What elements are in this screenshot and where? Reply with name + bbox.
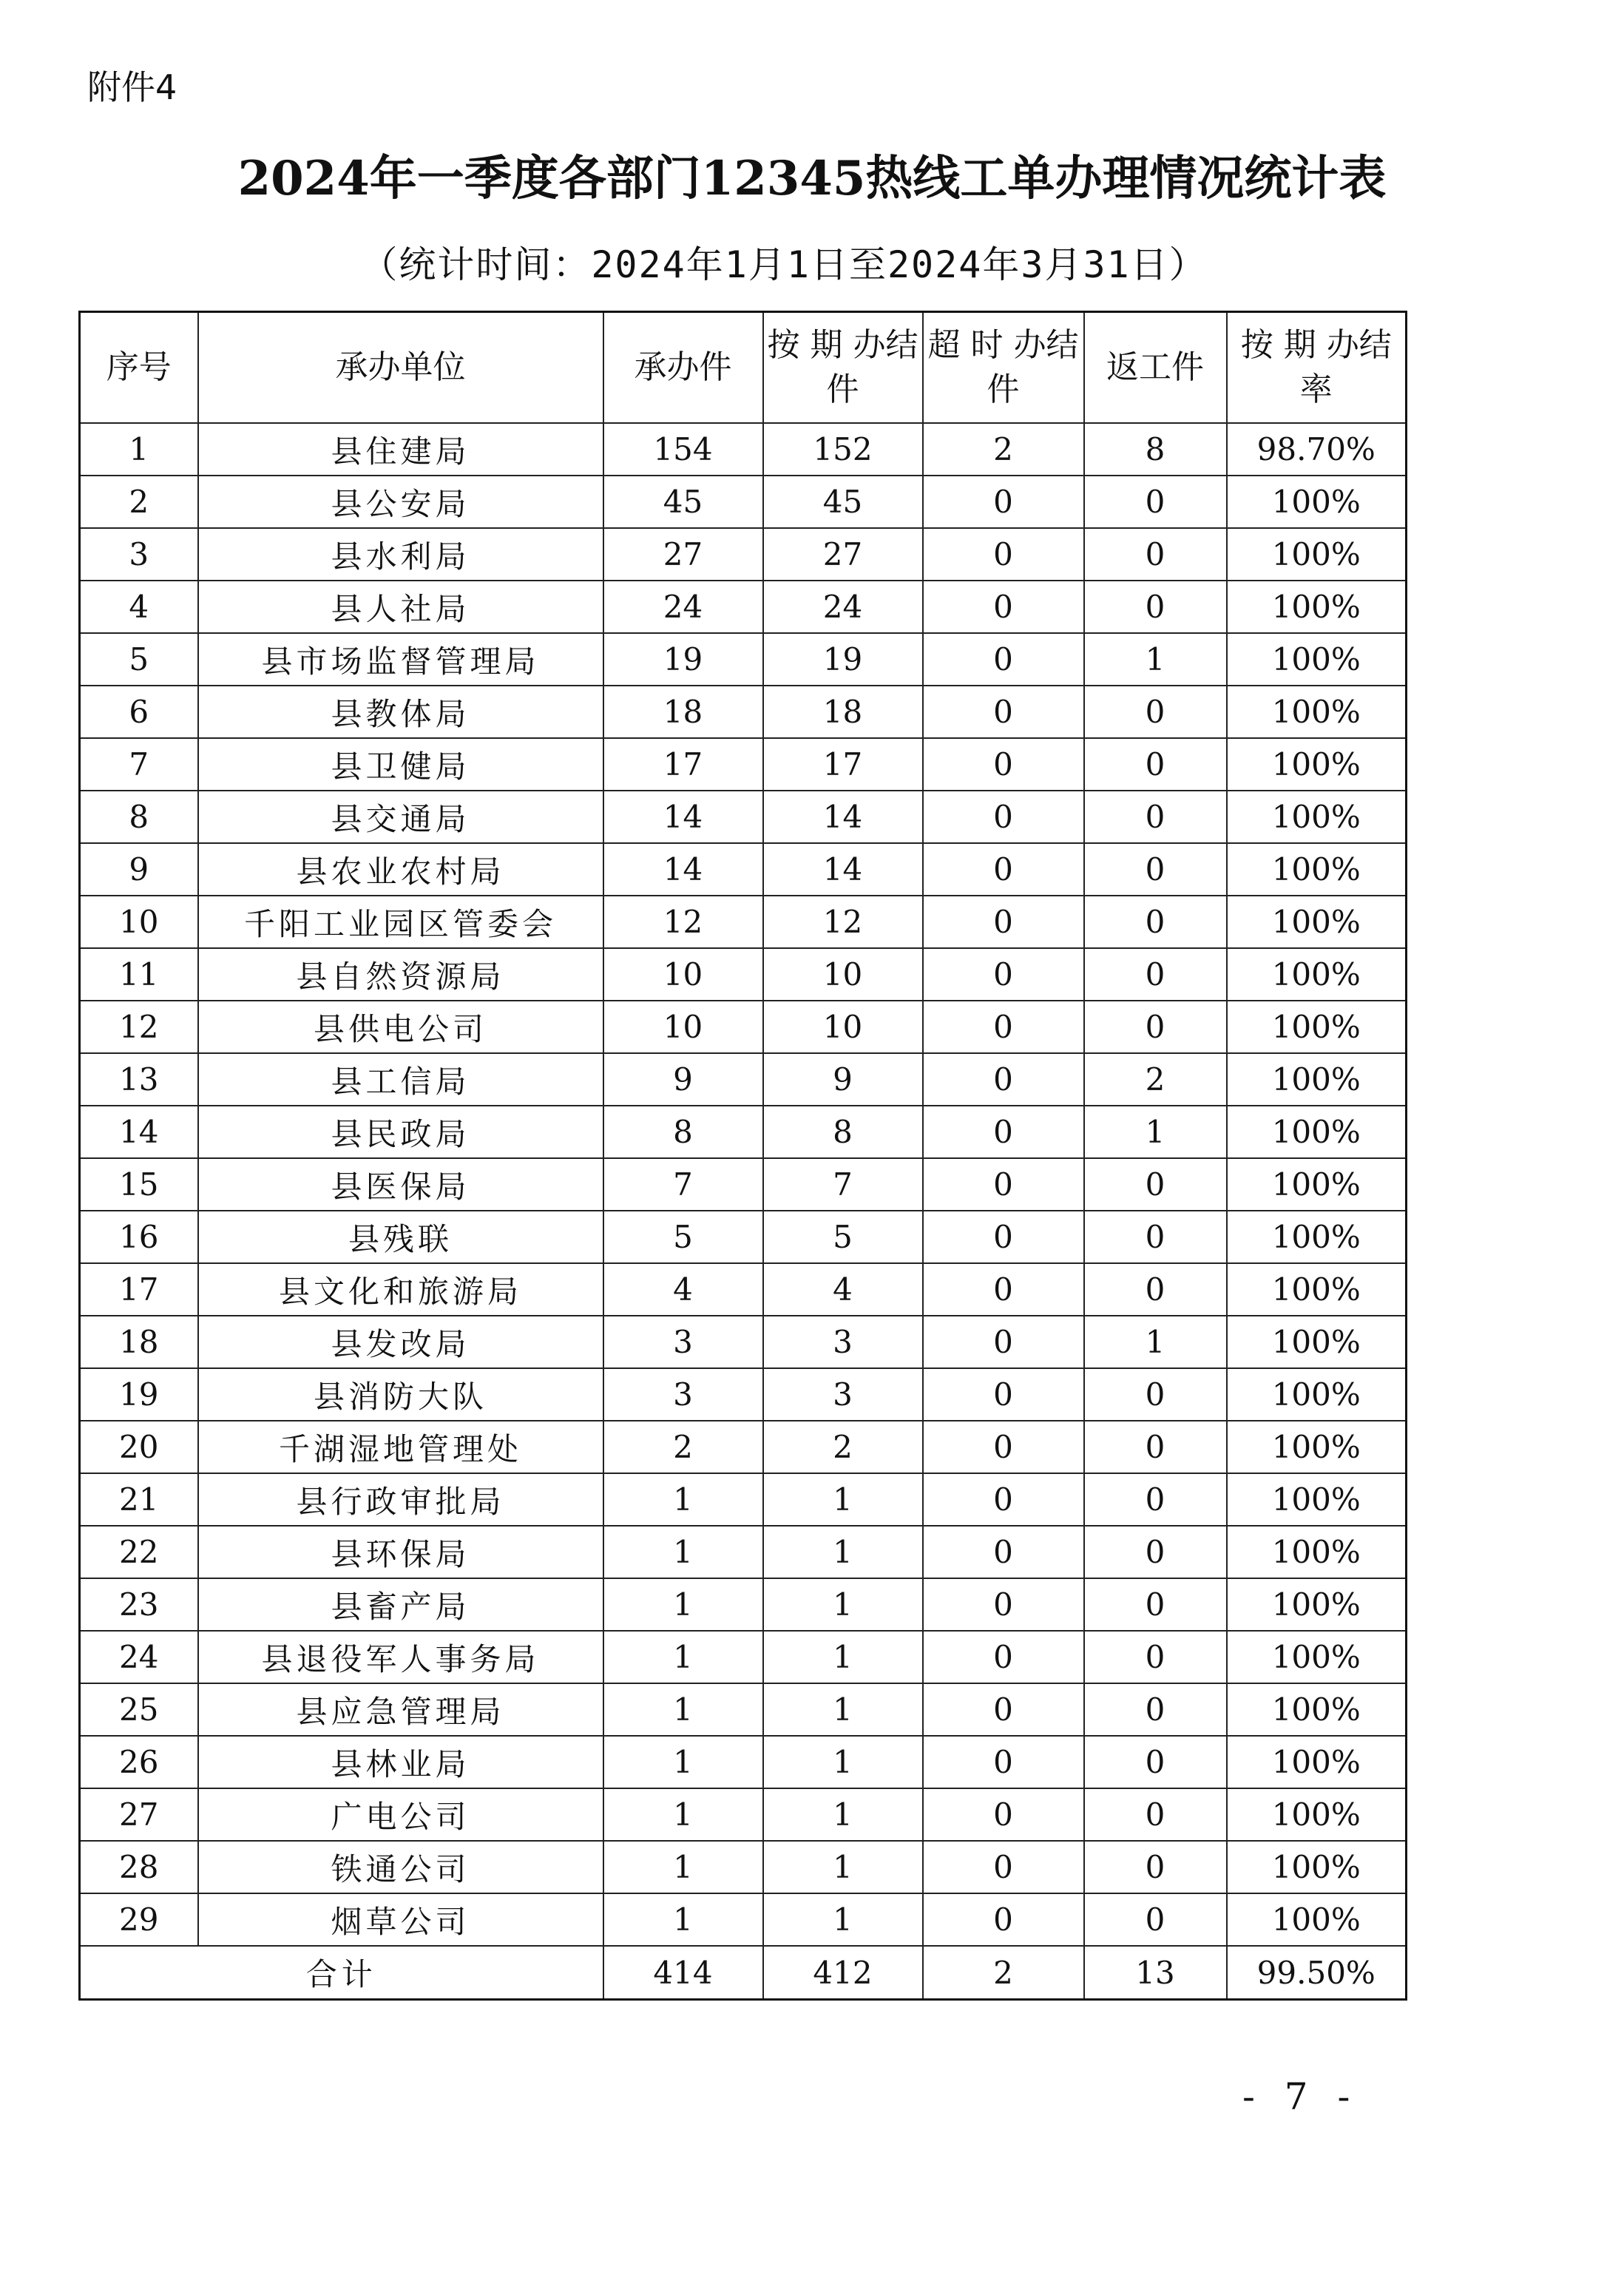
table-row bbox=[80, 1893, 1407, 1946]
row-unit: 县卫健局 bbox=[198, 738, 603, 791]
row-rework: 1 bbox=[1084, 1316, 1227, 1368]
row-assigned: 9 bbox=[603, 1053, 763, 1106]
row-unit: 县教体局 bbox=[198, 686, 603, 738]
row-index: 15 bbox=[80, 1158, 198, 1211]
table-row bbox=[80, 633, 1407, 686]
row-on-time-completed: 2 bbox=[763, 1421, 923, 1473]
row-on-time-rate: 100% bbox=[1227, 948, 1407, 1001]
row-on-time-completed: 1 bbox=[763, 1526, 923, 1578]
row-index: 3 bbox=[80, 528, 198, 581]
row-rework: 0 bbox=[1084, 1841, 1227, 1893]
row-index: 6 bbox=[80, 686, 198, 738]
row-on-time-completed: 10 bbox=[763, 1001, 923, 1053]
table-row bbox=[80, 1263, 1407, 1316]
row-assigned: 7 bbox=[603, 1158, 763, 1211]
row-overdue-completed: 0 bbox=[923, 791, 1084, 843]
row-rework: 0 bbox=[1084, 791, 1227, 843]
row-on-time-rate: 100% bbox=[1227, 1578, 1407, 1631]
row-on-time-rate: 100% bbox=[1227, 1001, 1407, 1053]
row-on-time-rate: 100% bbox=[1227, 1473, 1407, 1526]
row-rework: 0 bbox=[1084, 1631, 1227, 1683]
row-on-time-rate: 100% bbox=[1227, 1631, 1407, 1683]
row-on-time-completed: 3 bbox=[763, 1368, 923, 1421]
table-row bbox=[80, 1736, 1407, 1788]
row-index: 16 bbox=[80, 1211, 198, 1263]
row-assigned: 1 bbox=[603, 1841, 763, 1893]
row-assigned: 14 bbox=[603, 843, 763, 896]
row-rework: 0 bbox=[1084, 1211, 1227, 1263]
row-index: 18 bbox=[80, 1316, 198, 1368]
row-unit: 县农业农村局 bbox=[198, 843, 603, 896]
row-overdue-completed: 0 bbox=[923, 1683, 1084, 1736]
row-on-time-rate: 100% bbox=[1227, 791, 1407, 843]
total-row bbox=[80, 1946, 1407, 2000]
table-row bbox=[80, 1526, 1407, 1578]
row-overdue-completed: 0 bbox=[923, 1263, 1084, 1316]
row-assigned: 1 bbox=[603, 1526, 763, 1578]
total-assigned: 414 bbox=[603, 1946, 763, 2000]
row-index: 1 bbox=[80, 423, 198, 476]
row-unit: 县应急管理局 bbox=[198, 1683, 603, 1736]
table-row bbox=[80, 1578, 1407, 1631]
table-row bbox=[80, 896, 1407, 948]
row-on-time-completed: 10 bbox=[763, 948, 923, 1001]
row-on-time-rate: 100% bbox=[1227, 1316, 1407, 1368]
row-index: 28 bbox=[80, 1841, 198, 1893]
row-assigned: 1 bbox=[603, 1631, 763, 1683]
row-assigned: 10 bbox=[603, 1001, 763, 1053]
row-rework: 0 bbox=[1084, 1578, 1227, 1631]
row-on-time-completed: 4 bbox=[763, 1263, 923, 1316]
table-header-row bbox=[80, 312, 1407, 424]
row-unit: 县人社局 bbox=[198, 581, 603, 633]
total-rework: 13 bbox=[1084, 1946, 1227, 2000]
row-index: 21 bbox=[80, 1473, 198, 1526]
row-rework: 8 bbox=[1084, 423, 1227, 476]
row-index: 29 bbox=[80, 1893, 198, 1946]
table-row bbox=[80, 1106, 1407, 1158]
row-on-time-rate: 100% bbox=[1227, 738, 1407, 791]
total-label: 合计 bbox=[80, 1946, 603, 2000]
row-on-time-rate: 100% bbox=[1227, 896, 1407, 948]
row-on-time-completed: 19 bbox=[763, 633, 923, 686]
table-row bbox=[80, 1683, 1407, 1736]
row-rework: 0 bbox=[1084, 528, 1227, 581]
row-on-time-rate: 100% bbox=[1227, 1211, 1407, 1263]
row-on-time-completed: 1 bbox=[763, 1578, 923, 1631]
row-rework: 1 bbox=[1084, 633, 1227, 686]
row-on-time-completed: 27 bbox=[763, 528, 923, 581]
row-assigned: 4 bbox=[603, 1263, 763, 1316]
row-rework: 0 bbox=[1084, 581, 1227, 633]
table-row bbox=[80, 476, 1407, 528]
table-row bbox=[80, 1473, 1407, 1526]
row-on-time-rate: 100% bbox=[1227, 1053, 1407, 1106]
row-unit: 千湖湿地管理处 bbox=[198, 1421, 603, 1473]
row-index: 14 bbox=[80, 1106, 198, 1158]
row-unit: 县发改局 bbox=[198, 1316, 603, 1368]
row-index: 12 bbox=[80, 1001, 198, 1053]
row-unit: 县供电公司 bbox=[198, 1001, 603, 1053]
row-index: 24 bbox=[80, 1631, 198, 1683]
row-index: 2 bbox=[80, 476, 198, 528]
row-assigned: 1 bbox=[603, 1473, 763, 1526]
row-on-time-completed: 3 bbox=[763, 1316, 923, 1368]
row-unit: 县林业局 bbox=[198, 1736, 603, 1788]
row-on-time-completed: 5 bbox=[763, 1211, 923, 1263]
row-on-time-rate: 98.70% bbox=[1227, 423, 1407, 476]
table-row bbox=[80, 423, 1407, 476]
row-on-time-completed: 1 bbox=[763, 1631, 923, 1683]
row-on-time-completed: 12 bbox=[763, 896, 923, 948]
header-assigned: 承办件 bbox=[603, 312, 763, 424]
row-on-time-rate: 100% bbox=[1227, 843, 1407, 896]
row-rework: 0 bbox=[1084, 948, 1227, 1001]
table-body bbox=[80, 423, 1407, 1946]
row-overdue-completed: 0 bbox=[923, 1473, 1084, 1526]
row-assigned: 3 bbox=[603, 1316, 763, 1368]
row-assigned: 1 bbox=[603, 1736, 763, 1788]
row-unit: 县环保局 bbox=[198, 1526, 603, 1578]
attachment-label: 附件4 bbox=[87, 67, 177, 107]
row-on-time-completed: 152 bbox=[763, 423, 923, 476]
table-row bbox=[80, 948, 1407, 1001]
row-rework: 2 bbox=[1084, 1053, 1227, 1106]
table-row bbox=[80, 1001, 1407, 1053]
table-row bbox=[80, 1788, 1407, 1841]
row-rework: 0 bbox=[1084, 1683, 1227, 1736]
header-rework: 返工件 bbox=[1084, 312, 1227, 424]
header-index: 序号 bbox=[80, 312, 198, 424]
row-rework: 0 bbox=[1084, 1526, 1227, 1578]
total-on-time-completed: 412 bbox=[763, 1946, 923, 2000]
row-assigned: 8 bbox=[603, 1106, 763, 1158]
row-overdue-completed: 0 bbox=[923, 1211, 1084, 1263]
row-assigned: 19 bbox=[603, 633, 763, 686]
row-unit: 县文化和旅游局 bbox=[198, 1263, 603, 1316]
row-index: 9 bbox=[80, 843, 198, 896]
row-rework: 0 bbox=[1084, 896, 1227, 948]
row-unit: 县工信局 bbox=[198, 1053, 603, 1106]
row-on-time-completed: 1 bbox=[763, 1788, 923, 1841]
row-on-time-rate: 100% bbox=[1227, 1158, 1407, 1211]
row-assigned: 18 bbox=[603, 686, 763, 738]
row-on-time-rate: 100% bbox=[1227, 633, 1407, 686]
row-rework: 0 bbox=[1084, 1473, 1227, 1526]
table-row bbox=[80, 1053, 1407, 1106]
table-row bbox=[80, 1158, 1407, 1211]
row-unit: 广电公司 bbox=[198, 1788, 603, 1841]
row-on-time-rate: 100% bbox=[1227, 476, 1407, 528]
row-on-time-rate: 100% bbox=[1227, 1841, 1407, 1893]
row-overdue-completed: 0 bbox=[923, 528, 1084, 581]
row-on-time-completed: 9 bbox=[763, 1053, 923, 1106]
row-index: 25 bbox=[80, 1683, 198, 1736]
row-assigned: 10 bbox=[603, 948, 763, 1001]
row-on-time-rate: 100% bbox=[1227, 1263, 1407, 1316]
row-overdue-completed: 0 bbox=[923, 1368, 1084, 1421]
row-rework: 0 bbox=[1084, 1263, 1227, 1316]
row-unit: 县自然资源局 bbox=[198, 948, 603, 1001]
table-row bbox=[80, 1211, 1407, 1263]
row-unit: 县残联 bbox=[198, 1211, 603, 1263]
row-overdue-completed: 0 bbox=[923, 1736, 1084, 1788]
row-unit: 县民政局 bbox=[198, 1106, 603, 1158]
row-rework: 0 bbox=[1084, 476, 1227, 528]
row-unit: 县畜产局 bbox=[198, 1578, 603, 1631]
table-row bbox=[80, 738, 1407, 791]
row-on-time-rate: 100% bbox=[1227, 1736, 1407, 1788]
table-row bbox=[80, 1421, 1407, 1473]
row-rework: 0 bbox=[1084, 738, 1227, 791]
row-unit: 县市场监督管理局 bbox=[198, 633, 603, 686]
header-overdue-completed: 超 时 办结件 bbox=[923, 312, 1084, 424]
row-overdue-completed: 0 bbox=[923, 581, 1084, 633]
row-assigned: 1 bbox=[603, 1578, 763, 1631]
table-row bbox=[80, 1841, 1407, 1893]
row-assigned: 5 bbox=[603, 1211, 763, 1263]
row-overdue-completed: 0 bbox=[923, 1001, 1084, 1053]
row-on-time-completed: 8 bbox=[763, 1106, 923, 1158]
row-index: 19 bbox=[80, 1368, 198, 1421]
row-overdue-completed: 0 bbox=[923, 1316, 1084, 1368]
row-overdue-completed: 0 bbox=[923, 738, 1084, 791]
row-overdue-completed: 0 bbox=[923, 1893, 1084, 1946]
row-on-time-rate: 100% bbox=[1227, 1421, 1407, 1473]
row-overdue-completed: 0 bbox=[923, 686, 1084, 738]
table-row bbox=[80, 1316, 1407, 1368]
row-index: 13 bbox=[80, 1053, 198, 1106]
row-assigned: 45 bbox=[603, 476, 763, 528]
row-index: 20 bbox=[80, 1421, 198, 1473]
row-assigned: 1 bbox=[603, 1683, 763, 1736]
row-overdue-completed: 0 bbox=[923, 843, 1084, 896]
table-row bbox=[80, 581, 1407, 633]
row-on-time-completed: 17 bbox=[763, 738, 923, 791]
row-on-time-completed: 1 bbox=[763, 1841, 923, 1893]
row-on-time-completed: 1 bbox=[763, 1736, 923, 1788]
row-on-time-rate: 100% bbox=[1227, 1893, 1407, 1946]
row-unit: 县公安局 bbox=[198, 476, 603, 528]
row-unit: 县交通局 bbox=[198, 791, 603, 843]
total-overdue-completed: 2 bbox=[923, 1946, 1084, 2000]
row-on-time-completed: 18 bbox=[763, 686, 923, 738]
row-rework: 0 bbox=[1084, 1001, 1227, 1053]
row-on-time-completed: 45 bbox=[763, 476, 923, 528]
table-row bbox=[80, 843, 1407, 896]
page-number: - 7 - bbox=[1242, 2075, 1359, 2118]
row-rework: 0 bbox=[1084, 1788, 1227, 1841]
row-assigned: 2 bbox=[603, 1421, 763, 1473]
row-index: 17 bbox=[80, 1263, 198, 1316]
row-index: 11 bbox=[80, 948, 198, 1001]
row-overdue-completed: 0 bbox=[923, 1421, 1084, 1473]
row-unit: 铁通公司 bbox=[198, 1841, 603, 1893]
row-on-time-completed: 14 bbox=[763, 791, 923, 843]
row-index: 23 bbox=[80, 1578, 198, 1631]
row-unit: 千阳工业园区管委会 bbox=[198, 896, 603, 948]
row-assigned: 3 bbox=[603, 1368, 763, 1421]
row-rework: 0 bbox=[1084, 1368, 1227, 1421]
row-assigned: 1 bbox=[603, 1788, 763, 1841]
row-index: 26 bbox=[80, 1736, 198, 1788]
row-rework: 0 bbox=[1084, 1421, 1227, 1473]
row-on-time-rate: 100% bbox=[1227, 1368, 1407, 1421]
row-index: 10 bbox=[80, 896, 198, 948]
row-index: 7 bbox=[80, 738, 198, 791]
page-title: 2024年一季度各部门12345热线工单办理情况统计表 bbox=[237, 151, 1387, 206]
row-rework: 1 bbox=[1084, 1106, 1227, 1158]
row-on-time-completed: 1 bbox=[763, 1473, 923, 1526]
row-on-time-rate: 100% bbox=[1227, 686, 1407, 738]
row-unit: 县医保局 bbox=[198, 1158, 603, 1211]
row-overdue-completed: 0 bbox=[923, 1578, 1084, 1631]
row-assigned: 12 bbox=[603, 896, 763, 948]
row-overdue-completed: 0 bbox=[923, 633, 1084, 686]
row-unit: 县水利局 bbox=[198, 528, 603, 581]
row-on-time-rate: 100% bbox=[1227, 528, 1407, 581]
row-overdue-completed: 0 bbox=[923, 476, 1084, 528]
row-unit: 县消防大队 bbox=[198, 1368, 603, 1421]
row-overdue-completed: 2 bbox=[923, 423, 1084, 476]
row-rework: 0 bbox=[1084, 843, 1227, 896]
table-row bbox=[80, 1631, 1407, 1683]
row-overdue-completed: 0 bbox=[923, 1841, 1084, 1893]
row-on-time-rate: 100% bbox=[1227, 1526, 1407, 1578]
header-on-time-rate: 按 期 办结率 bbox=[1227, 312, 1407, 424]
row-assigned: 24 bbox=[603, 581, 763, 633]
row-index: 5 bbox=[80, 633, 198, 686]
row-on-time-rate: 100% bbox=[1227, 1788, 1407, 1841]
row-assigned: 14 bbox=[603, 791, 763, 843]
row-on-time-rate: 100% bbox=[1227, 1683, 1407, 1736]
table-row bbox=[80, 1368, 1407, 1421]
row-assigned: 17 bbox=[603, 738, 763, 791]
row-on-time-completed: 14 bbox=[763, 843, 923, 896]
row-unit: 县住建局 bbox=[198, 423, 603, 476]
row-rework: 0 bbox=[1084, 1158, 1227, 1211]
row-overdue-completed: 0 bbox=[923, 1106, 1084, 1158]
hotline-statistics-table bbox=[78, 311, 1407, 2001]
row-unit: 烟草公司 bbox=[198, 1893, 603, 1946]
row-unit: 县行政审批局 bbox=[198, 1473, 603, 1526]
row-overdue-completed: 0 bbox=[923, 896, 1084, 948]
row-overdue-completed: 0 bbox=[923, 1053, 1084, 1106]
row-overdue-completed: 0 bbox=[923, 1526, 1084, 1578]
row-index: 8 bbox=[80, 791, 198, 843]
row-overdue-completed: 0 bbox=[923, 1158, 1084, 1211]
row-on-time-completed: 7 bbox=[763, 1158, 923, 1211]
row-rework: 0 bbox=[1084, 1736, 1227, 1788]
row-index: 4 bbox=[80, 581, 198, 633]
row-index: 27 bbox=[80, 1788, 198, 1841]
total-on-time-rate: 99.50% bbox=[1227, 1946, 1407, 2000]
header-unit: 承办单位 bbox=[198, 312, 603, 424]
statistics-period: （统计时间：2024年1月1日至2024年3月31日） bbox=[360, 243, 1208, 286]
row-assigned: 1 bbox=[603, 1893, 763, 1946]
table-row bbox=[80, 686, 1407, 738]
row-on-time-completed: 1 bbox=[763, 1893, 923, 1946]
row-rework: 0 bbox=[1084, 686, 1227, 738]
row-on-time-rate: 100% bbox=[1227, 581, 1407, 633]
table-row bbox=[80, 528, 1407, 581]
table-row bbox=[80, 791, 1407, 843]
row-on-time-completed: 1 bbox=[763, 1683, 923, 1736]
row-on-time-completed: 24 bbox=[763, 581, 923, 633]
row-overdue-completed: 0 bbox=[923, 948, 1084, 1001]
row-index: 22 bbox=[80, 1526, 198, 1578]
row-unit: 县退役军人事务局 bbox=[198, 1631, 603, 1683]
row-on-time-rate: 100% bbox=[1227, 1106, 1407, 1158]
row-overdue-completed: 0 bbox=[923, 1631, 1084, 1683]
row-assigned: 154 bbox=[603, 423, 763, 476]
row-overdue-completed: 0 bbox=[923, 1788, 1084, 1841]
row-assigned: 27 bbox=[603, 528, 763, 581]
header-on-time-completed: 按 期 办结件 bbox=[763, 312, 923, 424]
row-rework: 0 bbox=[1084, 1893, 1227, 1946]
